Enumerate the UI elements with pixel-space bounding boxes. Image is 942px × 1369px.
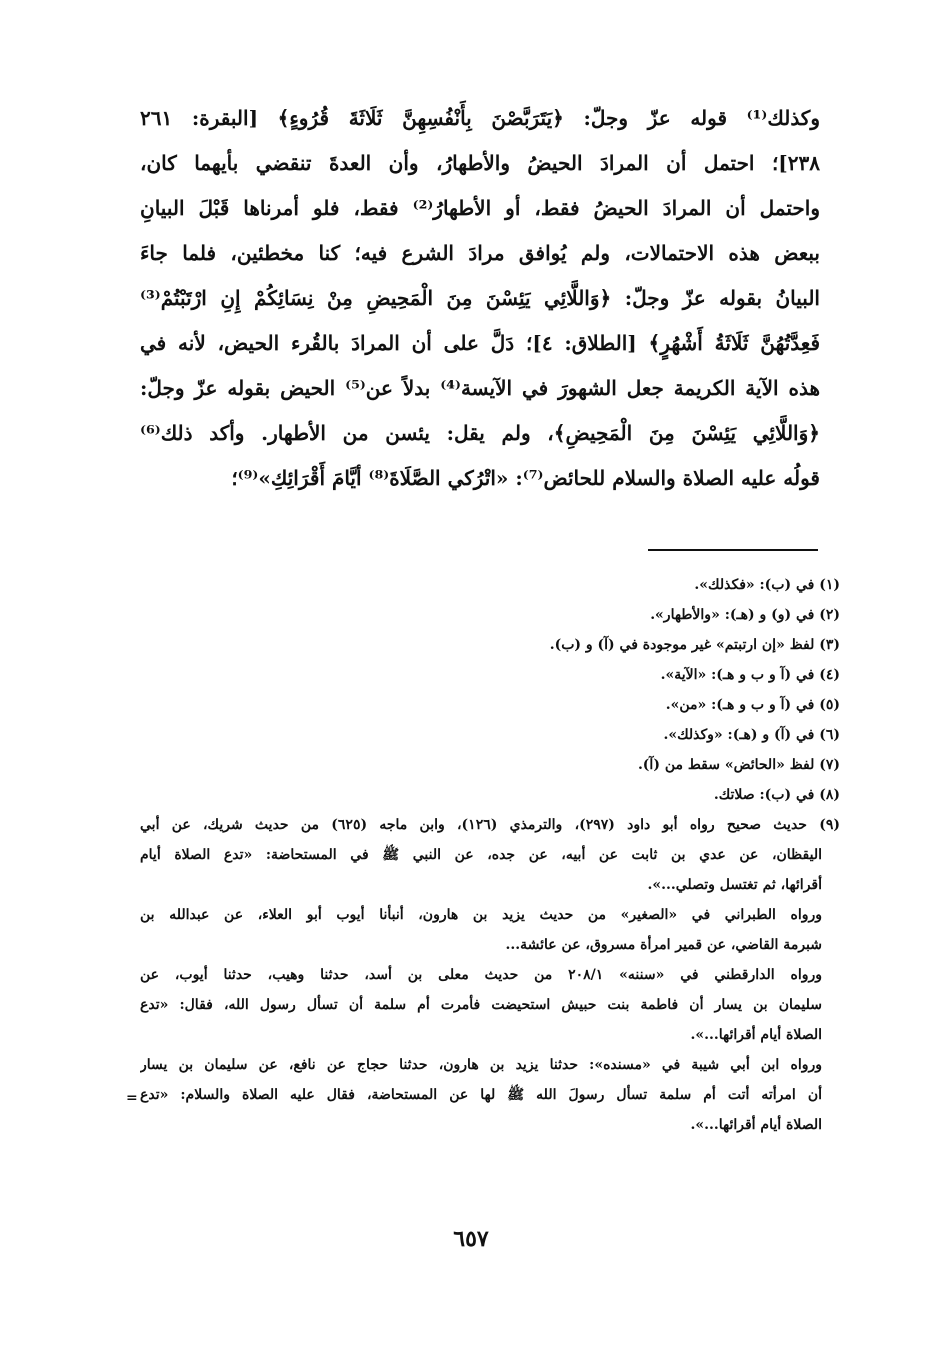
footnote-paragraph: ورواه الطبراني في «الصغير» من حديث يزيد بن هارون، أنبأنا أيوب أبو العلاء، عن عبدالله بن xyxy=(140,907,822,923)
footnote: (٧) لفظ «الحائض» سقط من (آ). xyxy=(637,757,840,773)
body-line: فَعِدَّتُهُنَّ ثَلَاثَةُ أَشْهُرٍ﴾ [الطلاق: ٤]؛ دَلَّ على أن المرادَ بالقُرء الحيض، لأنه في xyxy=(140,331,820,355)
body-line: وكذلك⁽¹⁾ قوله عزّ وجلّ: ﴿يَتَرَبَّصْنَ بِأَنْفُسِهِنَّ ثَلَاثَةَ قُرُوءٍ﴾ [البقرة: ٢٦١ xyxy=(140,106,820,130)
footnote-continuation: أقرائها، ثم تغتسل وتصلي...». xyxy=(647,877,822,893)
body-line: هذه الآية الكريمة جعل الشهورَ في الآيسة⁽⁴⁾ بدلاً عن⁽⁵⁾ الحيض بقوله عزّ وجلّ: xyxy=(140,376,820,400)
footnote: (٢) في (و) و (هـ): «والأطهار». xyxy=(650,607,840,623)
footnote-continuation: الصلاة أيام أقرائها...». xyxy=(690,1027,822,1043)
footnote-paragraph: ورواه ابن أبي شيبة في «مسنده»: حدثنا يزيد بن هارون، حدثنا حجاج عن نافع، عن سليمان بن يسار xyxy=(140,1057,822,1073)
body-line: قولُه عليه الصلاة والسلام للحائض⁽⁷⁾: «اتْرُكي الصَّلَاةَ⁽⁸⁾ أيَّامَ أَقْرَائِكِ»⁽⁹⁾؛ xyxy=(231,466,820,490)
body-line: ببعض هذه الاحتمالات، ولم يُوافق مرادَ الشرع فيه؛ كنا مخطئين، فلما جاءَ xyxy=(140,241,820,265)
body-line: واحتمل أن المرادَ الحيضُ فقط، أو الأطهارُ⁽²⁾ فقط، فلو أمرناها قَبْلَ البيانِ xyxy=(140,196,820,220)
footnote: (٨) في (ب): صلاتك. xyxy=(713,787,840,803)
footnote-continuation: اليقظان، عن عدي بن ثابت عن أبيه، عن جده، عن النبي ﷺ في المستحاضة: «تدع الصلاة أيام xyxy=(140,847,822,863)
footnote-continuation: أن امرأته أتت أم سلمة تسأل رسولَ الله ﷺ لها عن المستحاضة، فقال عليه الصلاة والسلام: «تدع xyxy=(140,1087,822,1103)
footnote-continuation: شبرمة القاضي، عن قمير امرأة مسروق، عن عائشة... xyxy=(505,937,822,953)
continuation-mark: = xyxy=(126,1090,138,1106)
body-line: ٢٣٨]؛ احتمل أن المرادَ الحيضُ والأطهارُ، وأن العدةَ تنقضي بأيهما كان، xyxy=(140,151,820,175)
footnote-paragraph: ورواه الدارقطني في «سننه» ٢٠٨/١ من حديث معلى بن أسد، حدثنا وهيب، حدثنا أيوب، عن xyxy=(140,967,822,983)
main-text xyxy=(140,96,820,501)
footnote: (٣) لفظ «إن ارتبتم» غير موجودة في (آ) و (ب). xyxy=(549,637,840,653)
footnotes xyxy=(140,570,840,1140)
footnote: (٤) في (آ و ب و هـ): «الآية». xyxy=(660,667,840,683)
footnote: (٥) في (آ و ب و هـ): «من». xyxy=(665,697,840,713)
footnote: (٦) في (آ) و (هـ): «وكذلك». xyxy=(663,727,840,743)
footnote-separator xyxy=(648,549,818,551)
body-line: ﴿وَاللَّائِي يَئِسْنَ مِنَ الْمَحِيضِ﴾، ولم يقل: يئسن من الأطهار. وأكد ذلك⁽⁶⁾ xyxy=(140,421,820,445)
footnote-continuation: سليمان بن يسار أن فاطمة بنت حبيش استحيضت فأمرت أم سلمة أن تسأل رسول الله، فقال: «تدع xyxy=(140,997,822,1013)
footnote: (١) في (ب): «فكذلك». xyxy=(694,577,840,593)
footnote-continuation: الصلاة أيام أقرائها...». xyxy=(690,1117,822,1133)
body-line: البيانُ بقوله عزّ وجلّ: ﴿وَاللَّائِي يَئِسْنَ مِنَ الْمَحِيضِ مِنْ نِسَائِكُمْ إِنِ ارْتَبْتُمْ⁽³⁾ xyxy=(140,286,820,310)
page-number: ٦٥٧ xyxy=(453,1226,489,1252)
footnote: (٩) حديث صحيح رواه أبو داود (٢٩٧)، والترمذي (١٢٦)، وابن ماجه (٦٢٥) من حديث شريك، عن أبي xyxy=(140,817,840,833)
